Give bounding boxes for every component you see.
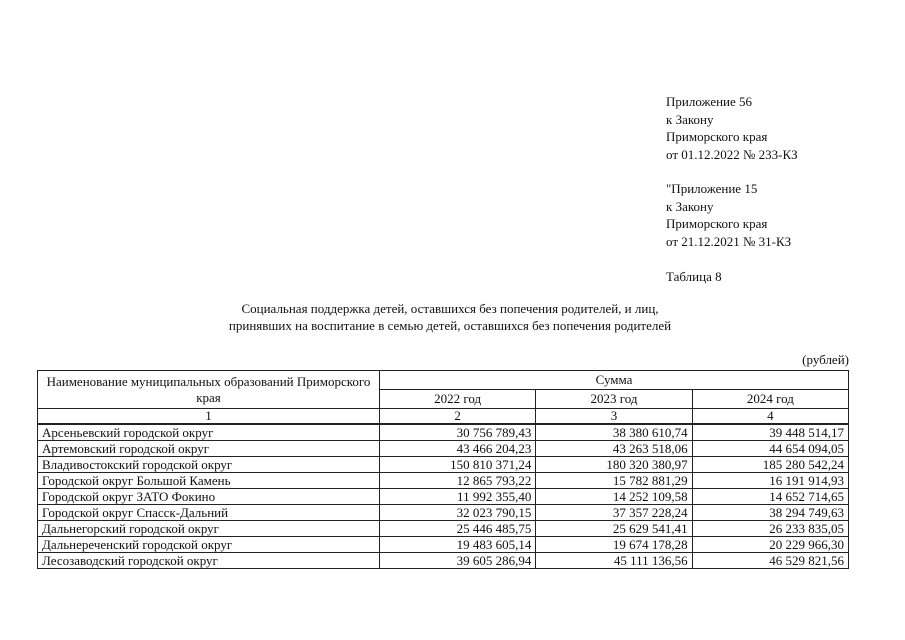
column-header-2022: 2022 год <box>380 390 536 409</box>
column-header-name: Наименование муниципальных образований Приморского края <box>38 371 380 409</box>
amount-2023: 38 380 610,74 <box>536 424 692 441</box>
amount-2023: 45 111 136,56 <box>536 553 692 569</box>
appendix-line: "Приложение 15 <box>666 181 758 196</box>
units-label: (рублей) <box>802 352 849 367</box>
title-line-1: Социальная поддержка детей, оставшихся без попечения родителей, и лиц, <box>241 301 659 316</box>
amount-2024: 39 448 514,17 <box>692 424 848 441</box>
amount-2022: 30 756 789,43 <box>380 424 536 441</box>
amount-2024: 185 280 542,24 <box>692 457 848 473</box>
table-row <box>38 489 849 505</box>
table-row <box>38 521 849 537</box>
amount-2023: 14 252 109,58 <box>536 489 692 505</box>
amount-2022: 32 023 790,15 <box>380 505 536 521</box>
municipality-name: Лесозаводский городской округ <box>38 553 380 569</box>
municipality-name: Городской округ ЗАТО Фокино <box>38 489 380 505</box>
table-row <box>38 457 849 473</box>
municipality-name: Дальнегорский городской округ <box>38 521 380 537</box>
appendix-line: к Закону <box>666 198 714 214</box>
table-row <box>38 441 849 457</box>
appendix-line: от 21.12.2021 № 31-КЗ <box>666 233 792 249</box>
table-number: Таблица 8 <box>666 269 722 284</box>
amount-2022: 150 810 371,24 <box>380 457 536 473</box>
amount-2022: 43 466 204,23 <box>380 441 536 457</box>
amount-2024: 38 294 749,63 <box>692 505 848 521</box>
table-row <box>38 505 849 521</box>
amount-2023: 180 320 380,97 <box>536 457 692 473</box>
amount-2024: 14 652 714,65 <box>692 489 848 505</box>
municipality-name: Владивостокский городской округ <box>38 457 380 473</box>
column-header-2023: 2023 год <box>536 390 692 409</box>
column-number: 1 <box>38 409 380 425</box>
municipality-name: Арсеньевский городской округ <box>38 424 380 441</box>
amount-2022: 12 865 793,22 <box>380 473 536 489</box>
table-row <box>38 537 849 553</box>
municipality-name: Артемовский городской округ <box>38 441 380 457</box>
funding-table <box>37 370 849 569</box>
amount-2024: 44 654 094,05 <box>692 441 848 457</box>
appendix-line: Приложение 56 <box>666 94 753 109</box>
column-number: 3 <box>536 409 692 425</box>
appendix-line: к Закону <box>666 111 714 127</box>
appendix-line: от 01.12.2022 № 233-КЗ <box>666 146 798 162</box>
amount-2024: 46 529 821,56 <box>692 553 848 569</box>
municipality-name: Городской округ Спасск-Дальний <box>38 505 380 521</box>
column-number: 2 <box>380 409 536 425</box>
amount-2022: 25 446 485,75 <box>380 521 536 537</box>
amount-2022: 39 605 286,94 <box>380 553 536 569</box>
table-row <box>38 424 849 441</box>
appendix-line: Приморского края <box>666 129 768 144</box>
amount-2023: 15 782 881,29 <box>536 473 692 489</box>
table-row <box>38 553 849 569</box>
column-number: 4 <box>692 409 848 425</box>
appendix-line: Приморского края <box>666 216 768 231</box>
amount-2022: 19 483 605,14 <box>380 537 536 553</box>
amount-2023: 19 674 178,28 <box>536 537 692 553</box>
amount-2023: 43 263 518,06 <box>536 441 692 457</box>
amount-2023: 37 357 228,24 <box>536 505 692 521</box>
municipality-name: Дальнереченский городской округ <box>38 537 380 553</box>
amount-2023: 25 629 541,41 <box>536 521 692 537</box>
amount-2024: 16 191 914,93 <box>692 473 848 489</box>
amount-2022: 11 992 355,40 <box>380 489 536 505</box>
column-header-2024: 2024 год <box>692 390 848 409</box>
municipality-name: Городской округ Большой Камень <box>38 473 380 489</box>
appendix-header <box>666 93 798 250</box>
document-title <box>100 300 800 334</box>
amount-2024: 26 233 835,05 <box>692 521 848 537</box>
table-row <box>38 473 849 489</box>
amount-2024: 20 229 966,30 <box>692 537 848 553</box>
title-line-2: принявших на воспитание в семью детей, оставшихся без попечения родителей <box>228 318 672 333</box>
column-header-sum: Сумма <box>380 371 849 390</box>
